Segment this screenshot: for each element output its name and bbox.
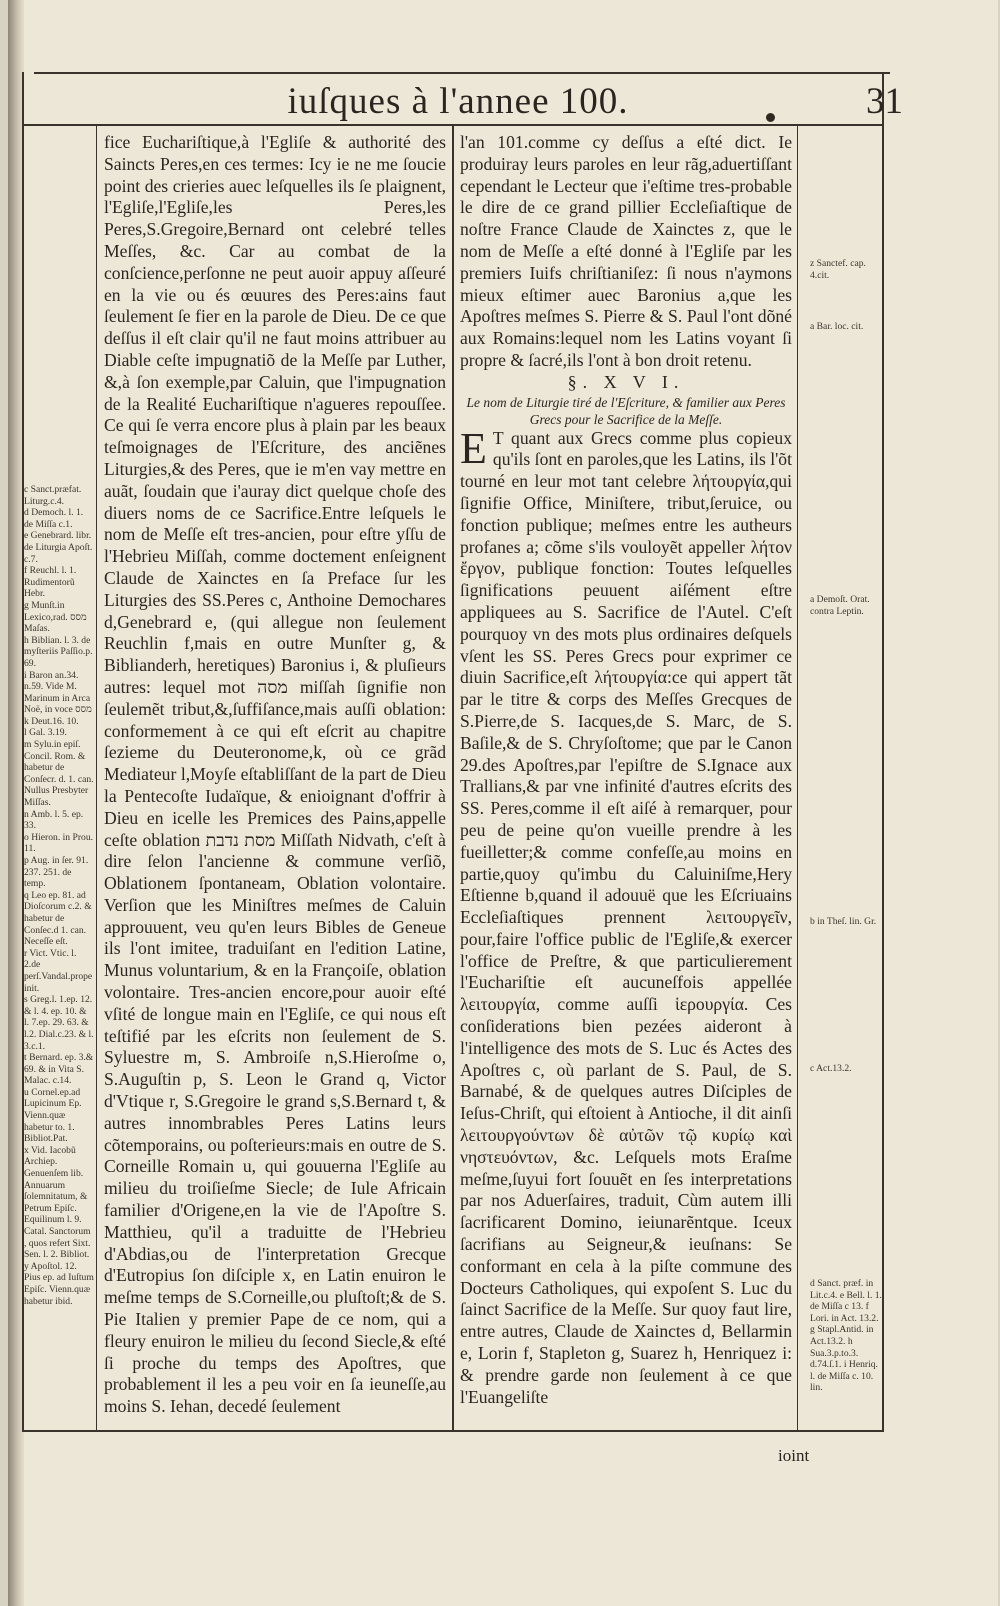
- margin-note: q Leo ep. 81. ad Dioſcorum c.2. & habetur de Conſec.d 1. can. Neceſſe eſt.: [24, 889, 92, 948]
- margin-note: c Sanct.præfat. Liturg.c.4.: [24, 484, 82, 507]
- ink-spot: [766, 113, 775, 122]
- right-margin-rule: [797, 124, 798, 1430]
- section-subtitle: Le nom de Liturgie tiré de l'Eſcriture, & familier aux Peres Grecs pour le Sacrifice de la Meſſe.: [466, 394, 786, 427]
- margin-note: l Gal. 3.19.: [24, 727, 67, 739]
- margin-note: d Democh. l. 1. de Miſſa c.1.: [24, 507, 84, 530]
- left-text-column: [104, 132, 446, 1418]
- margin-note: g Munſt.in Lexico,rad. מסס Maſas.: [24, 599, 87, 635]
- margin-note: h Biblian. l. 3. de myſteriis Paſſio.p. 69.: [24, 634, 93, 669]
- page-number: 31: [866, 81, 903, 122]
- body-paragraph: l'an 101.comme cy deſſus a eſté dict. Ie produiray leurs paroles en leur rãg,aduertiſſant cependant le Lecteur que i'eſtime tres-probable le dire de ce grand pillier Eccleſiaſtique de noſtre France Claude de Xainctes z, que le nom de Meſſe a eſté donné à l'Egliſe par les premiers Iuifs chriſtianiſez: ſi nous n'aymons mieux eſtimer auec Baronius a,que les Apoſtres meſmes S. Pierre & S. Paul l'ont dõné aux Romains:lequel nom les Latins voyant ſi propre & ſacré,ils l'ont à bon droit retenu.: [460, 132, 792, 370]
- margin-note: i Baron an.34. n.59. Vide M. Marinum in Arca Noë, in voce מסס: [24, 669, 92, 716]
- drop-cap: E: [460, 423, 487, 473]
- margin-note: n Amb. l. 5. ep. 33.: [24, 808, 84, 832]
- body-paragraph-with-dropcap: [460, 423, 792, 1409]
- book-page: [8, 0, 998, 1606]
- margin-note: u Cornel.ep.ad Lupicinum Ep. Vienn.quæ habetur to. 1. Bibliot.Pat.: [24, 1086, 82, 1145]
- margin-note: k Deut.16. 10.: [24, 715, 79, 727]
- right-text-column: [460, 132, 792, 1408]
- margin-note: r Vict. Vtic. l. 2.de perſ.Vandal.prope init.: [24, 947, 93, 994]
- column-divider-rule: [452, 124, 454, 1430]
- frame-right-rule: [882, 72, 884, 1432]
- right-margin-note-z: z Sanctef. cap. 4.cit.: [810, 258, 866, 281]
- bottom-rule: [22, 1430, 884, 1432]
- margin-note: s Greg.l. 1.ep. 12. & l. 4. ep. 10. & l. 7.ep. 29. 63. & l.2. Dial.c.23. & l. 3.c.1.: [24, 994, 94, 1052]
- left-margin-notes: [24, 484, 94, 1307]
- top-rule: [34, 72, 890, 74]
- left-margin-rule: [96, 124, 97, 1430]
- margin-note: o Hieron. in Prou. 11.: [24, 831, 94, 855]
- section-heading: §. X V I.: [567, 371, 685, 392]
- margin-note: m Sylu.in epiſ. Concil. Rom. & habetur de Conſecr. d. 1. can. Nullus Presbyter Miſſas.: [24, 739, 94, 809]
- margin-note: f Reuchl. l. 1. Rudimentorũ Hebr.: [24, 565, 77, 600]
- right-margin-note-c: c Act.13.2.: [810, 1063, 852, 1074]
- right-margin-note-a: a Bar. loc. cit.: [810, 321, 864, 332]
- body-paragraph: T quant aux Grecs comme plus copieux qu'ils ſont en paroles,que les Latins, ils l'õt tourné en leur mot tant celebre λήτουργία,qui ſignifie Office, Miniſtere, tribut,ſeruice, ou fonction publique; meſmes entre les autheurs profanes a; cõme s'ils vouloyẽt appeller λήτον ἔργον, publique fonction: Toutes leſquelles ſignifications peuuent aiſément eſtre appliquees au S. Sacrifice de l'Autel. C'eſt pourquoy vn des mots plus ordinaires deſquels vſent les SS. Peres Grecs pour exprimer ce diuin Sacrifice,eſt λήτουργία:ce qui appert tãt par le titre & corps des Meſſes Grecques de S.Pierre,de S. Iacques,de S. Marc, de S. Baſile,& de S. Chryſoſtome; que par le Canon 29.des Apoſtres,par l'epiſtre de S.Ignace aux Trallians,& par vne infinité d'autres eſcrits des SS. Peres,comme il eſt aiſé à remarquer, pour peu de peine qu'on vueille prendre à les fueilletter;& comme confeſſe,au moins en partie,quoy qu'imbu du Caluiniſme,Hery Eſtienne b,quand il adouuë que les Eſcriuains Eccleſiaſtiques prennent λειτουργεῖν, pour,faire l'office public de l'Egliſe,& exercer l'office de Preſtre, & que particulierement l'Euchariſtie eſt aucuneſfois appellée λειτουργία, comme auſſi ἱερουργία. Ces conſiderations bien pezées aideront à l'intelligence des mots de S. Luc és Actes des Apoſtres c, où parlant de S. Paul, de S. Barnabé, & de quelques autres Diſciples de Ieſus-Chriſt, qui eſtoient à Antioche, il dit ainſi λειτουργούντων δὲ αὐτῶν τῷ κυρίῳ καὶ νηστευόντων, &c. Leſquels mots Eraſme meſme,ſuyui fort ſouuẽt en ſes interpretations par nos Aduerſaires, traduit, Cùm autem illi ſacrificarent Domino, ieiunarẽntque. Iceux ſacrifians au Seigneur,& ieuſnans: Se conformant en cela à la piſte commune des Docteurs Catholiques, qui expoſent S. Luc du ſainct Sacrifice de la Meſſe. Sur quoy faut lire, entre autres, Claude de Xainctes d, Bellarmin e, Lorin f, Stapleton g, Suarez h, Henriquez i: & prendre garde non ſeulement à ce que l'Euangeliſte: [460, 427, 792, 1407]
- margin-note: x Vid. Iacobũ Archiep. Genuenſem lib. Annuarum ſolemnitatum, & Petrum Epiſc. Equilinum l. 9. Catal. Sanctorum , quos refert Sixt. Sen. l. 2. Bibliot.: [24, 1144, 91, 1261]
- body-paragraph: fice Euchariſtique,à l'Egliſe & authorité des Saincts Peres,en ces termes: Icy ie ne me ſoucie point des crieries auec leſquelles ils ſe plaignent, l'Egliſe,l'Egliſe,les Peres,les Peres,S.Gregoire,Bernard ont celebré telles Meſſes, &c. Car au combat de la conſcience,perſonne ne peut auoir appuy aſſeuré en la vie ou és œuures des Peres:ains faut ſeulement ſe fier en la parole de Dieu. De ce que deſſus il eſt clair qu'il ne faut moins attribuer au Diable ceſte impugnatiõ de la Meſſe par Luther, &,à ſon exemple,par Caluin, que l'impugnation de la Realité Euchariſtique n'agueres repouſſee. Ce qui ſe verra encore plus à plain par les beaux teſmoignages de l'Eſcriture, des anciẽnes Liturgies,& des Peres, que ie m'en vay mettre en auãt, ſoudain que i'auray dict quelque choſe des diuers noms de ce Sacrifice.Entre leſquels le nom de Meſſe eſt tres-ancien, pour eſtre yſſu de l'Hebrieu Miſſah, comme doctement enſeignent Claude de Xainctes en ſa Preface ſur les Liturgies des SS.Peres c, Anthoine Demochares d,Genebrard e, (qui allegue non ſeulement Reuchlin f,mais en outre Munſter g, & Biblianderh, heretiques) Baronius i, & pluſieurs autres: lequel mot מסה miſſah ſignifie non ſeulemẽt tribut,&,ſuffiſance,mais auſſi oblation: conformement à ce qui eſt eſcrit au chapitre ſezieme du Deuteronome,k, où ce grãd Mediateur l,Moyſe eſtabliſſant de la part de Dieu la Pentecoſte Iudaïque, & enioignant d'offrir à Dieu en icelle les Premices des Pains,appelle ceſte oblation מסת נדבת Miſſath Nidvath, c'eſt à dire ſelon l'ancienne & commune verſiõ, Oblationem ſpontaneam, Oblation volontaire. Verſion que les Miniſtres meſmes de Caluin approuuent, veu qu'en leurs Bibles de Geneue ils l'ont imitee, traduiſant en l'edition Latine, Munus voluntarium, & en la Françoiſe, oblation volontaire. Tres-ancien encore,pour auoir eſté vſité de longue main en l'Egliſe, ce qui nous eſt teſtifié par les eſcrits non ſeulement de S. Syluestre m, S. Ambroiſe n,S.Hieroſme o, S.Auguſtin p, S. Leon le Grand q, Victor d'Vtique r, S.Gregoire le grand s,S.Bernard t, & autres innombrables Peres Latins leurs cõtemporains, ou poſterieurs:mais en outre de S. Corneille Romain u, qui gouuerna l'Egliſe au milieu du troiſieſme Siecle; de Iule Africain familier d'Origene,en la vie de l'Apoſtre S. Matthieu, qu'il a traduitte de l'Hebrieu d'Abdias,ou de l'interpretation Grecque d'Eutropius ſon diſciple x, en Latin enuiron le meſme temps de S.Corneille,ou pluſtoſt;& de S. Pie Italien y premier Pape de ce nom, qui a fleury enuiron le milieu du ſecond Siecle,& eſté ſi proche du temps des Apoſtres, que probablement il les a peu voir en ſa ieuneſſe,au moins S. Iehan, decedé ſeulement: [104, 132, 446, 1417]
- running-head: iuſques à l'annee 100.: [287, 81, 629, 122]
- right-margin-note-a: a Demoſt. Orat. contra Leptin.: [810, 594, 870, 617]
- margin-note: t Bernard. ep. 3.& 69. & in Vita S. Malac. c.14.: [24, 1052, 94, 1087]
- margin-note: e Genebrard. libr. de Liturgia Apoſt. c.7.: [24, 530, 93, 565]
- right-margin-note-d: d Sanct. præf. in Lit.c.4. e Bell. l. 1. de Miſſa c 13. f Lori. in Act. 13.2. g Stapl.Antid. in Act.13.2. h Sua.3.p.to.3. d.74.ſ.1. i Henriq. l. de Miſſa c. 10. lin.: [810, 1278, 882, 1394]
- margin-note: p Aug. in ſer. 91. 237. 251. de temp.: [24, 855, 89, 890]
- margin-note: y Apoſtol. 12. Pius ep. ad Iuſtum Epiſc. Vienn.quæ habetur ibid.: [24, 1260, 94, 1307]
- right-margin-note-b: b in Theſ. lin. Gr.: [810, 916, 877, 927]
- catchword: ioint: [778, 1446, 810, 1465]
